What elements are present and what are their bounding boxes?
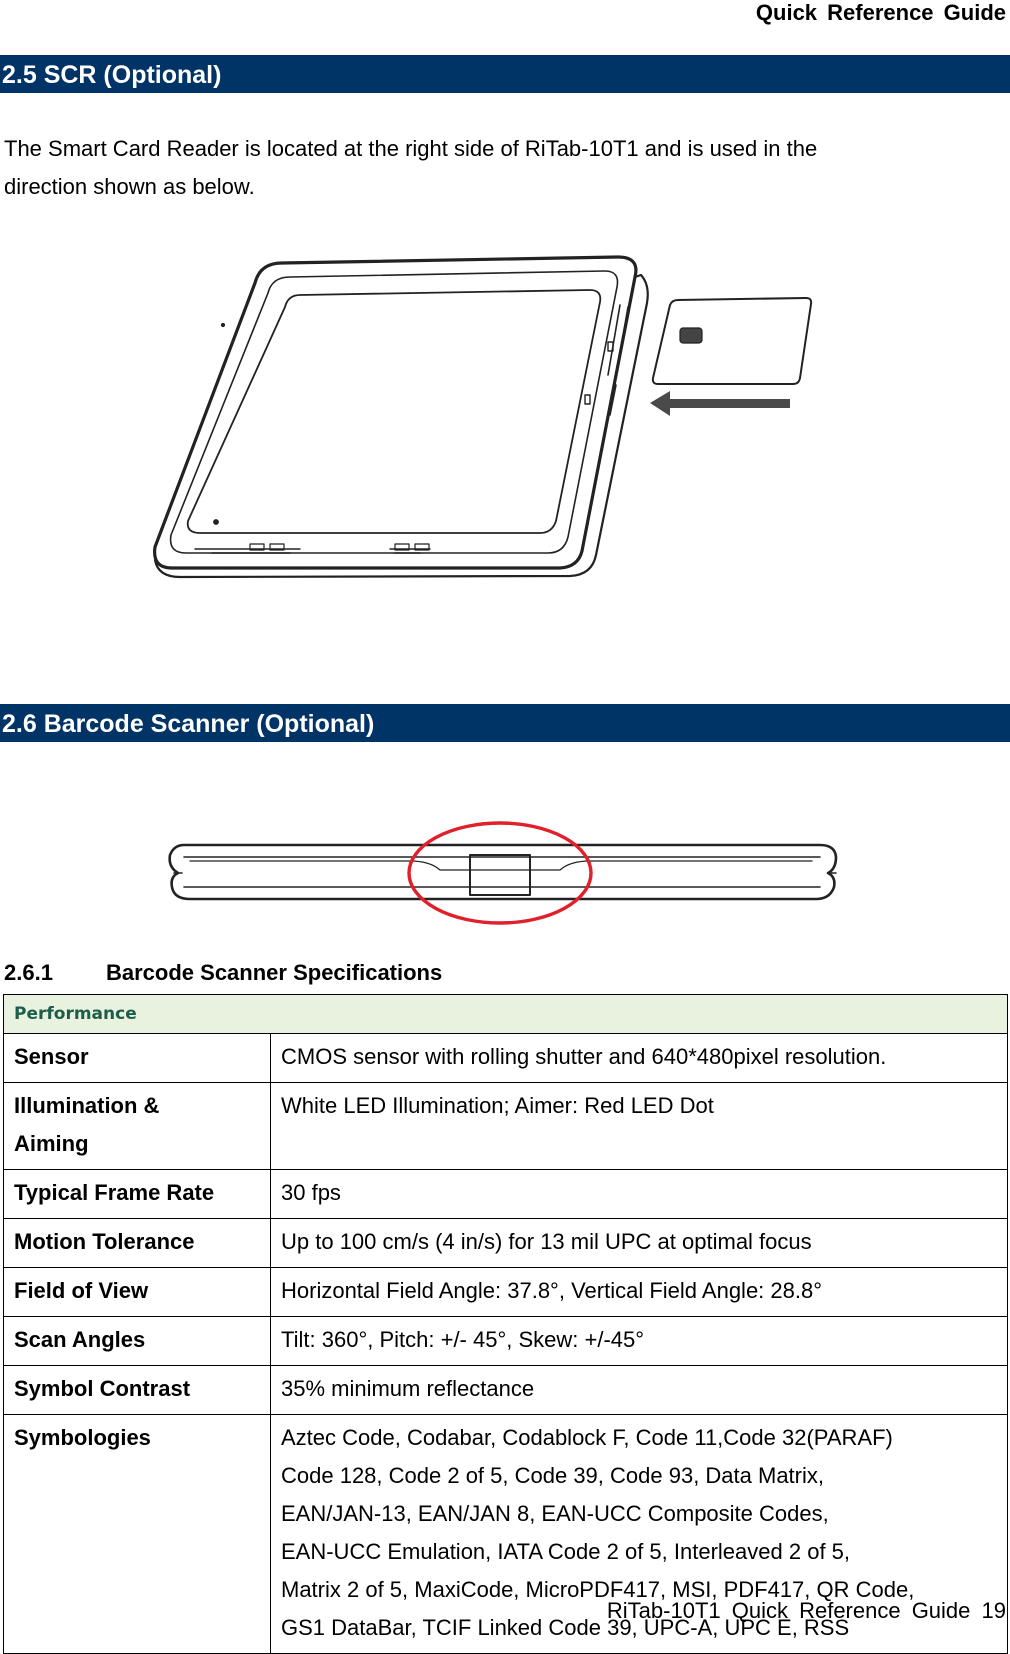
value-line: EAN-UCC Emulation, IATA Code 2 of 5, Interleaved 2 of 5, — [281, 1539, 851, 1564]
value-line: White LED Illumination; Aimer: Red LED Dot — [281, 1093, 714, 1118]
row-label — [4, 1366, 271, 1415]
scr-intro-text — [4, 130, 994, 206]
label-line: Symbologies — [14, 1425, 151, 1450]
scr-intro-line-2: direction shown as below. — [4, 174, 255, 199]
table-row — [4, 1366, 1008, 1415]
subsection-title: Barcode Scanner Specifications — [106, 960, 443, 985]
table-group-row — [4, 995, 1008, 1034]
row-label — [4, 1170, 271, 1219]
value-line: Up to 100 cm/s (4 in/s) for 13 mil UPC at optimal focus — [281, 1229, 812, 1254]
label-line: Aiming — [14, 1131, 89, 1156]
value-line: 30 fps — [281, 1180, 341, 1205]
row-label — [4, 1268, 271, 1317]
value-line: GS1 DataBar, TCIF Linked Code 39, UPC-A, UPC E, RSS — [281, 1615, 850, 1640]
row-label — [4, 1034, 271, 1083]
table-row — [4, 1219, 1008, 1268]
value-line: EAN/JAN-13, EAN/JAN 8, EAN-UCC Composite Codes, — [281, 1501, 829, 1526]
value-line: Horizontal Field Angle: 37.8°, Vertical Field Angle: 28.8° — [281, 1278, 823, 1303]
barcode-scanner-illustration — [160, 815, 850, 935]
label-line: Typical Frame Rate — [14, 1180, 215, 1205]
row-value — [271, 1219, 1008, 1268]
label-line: Sensor — [14, 1044, 89, 1069]
table-row — [4, 1083, 1008, 1170]
table-row — [4, 1170, 1008, 1219]
section-heading-barcode: 2.6 Barcode Scanner (Optional) — [0, 704, 1010, 742]
row-value — [271, 1083, 1008, 1170]
table-row — [4, 1317, 1008, 1366]
group-performance: Performance — [4, 995, 1008, 1034]
row-value — [271, 1034, 1008, 1083]
label-line: Symbol Contrast — [14, 1376, 191, 1401]
table-row — [4, 1034, 1008, 1083]
section-heading-scr: 2.5 SCR (Optional) — [0, 55, 1010, 93]
value-line: Aztec Code, Codabar, Codablock F, Code 11,Code 32(PARAF) — [281, 1425, 893, 1450]
subsection-heading — [4, 960, 442, 986]
row-label — [4, 1415, 271, 1654]
row-label — [4, 1219, 271, 1268]
page-footer: RiTab-10T1 Quick Reference Guide 19 — [606, 1598, 1006, 1623]
table-row — [4, 1268, 1008, 1317]
row-value — [271, 1268, 1008, 1317]
row-label — [4, 1317, 271, 1366]
value-line: CMOS sensor with rolling shutter and 640*480pixel resolution. — [281, 1044, 887, 1069]
barcode-spec-table — [3, 994, 1008, 1654]
row-value — [271, 1366, 1008, 1415]
header-title: Quick Reference Guide — [755, 0, 1006, 25]
value-line: 35% minimum reflectance — [281, 1376, 535, 1401]
value-line: Matrix 2 of 5, MaxiCode, MicroPDF417, MSI, PDF417, QR Code, — [281, 1577, 915, 1602]
label-line: Scan Angles — [14, 1327, 146, 1352]
value-line: Tilt: 360°, Pitch: +/- 45°, Skew: +/-45° — [281, 1327, 645, 1352]
tablet-smart-card-illustration — [150, 255, 850, 595]
subsection-number: 2.6.1 — [4, 960, 53, 985]
label-line: Motion Tolerance — [14, 1229, 195, 1254]
row-label — [4, 1083, 271, 1170]
value-line: Code 128, Code 2 of 5, Code 39, Code 93, Data Matrix, — [281, 1463, 824, 1488]
row-value — [271, 1170, 1008, 1219]
scr-intro-line-1: The Smart Card Reader is located at the right side of RiTab-10T1 and is used in the — [4, 136, 818, 161]
row-value — [271, 1317, 1008, 1366]
label-line: Field of View — [14, 1278, 149, 1303]
label-line: Illumination & — [14, 1093, 160, 1118]
